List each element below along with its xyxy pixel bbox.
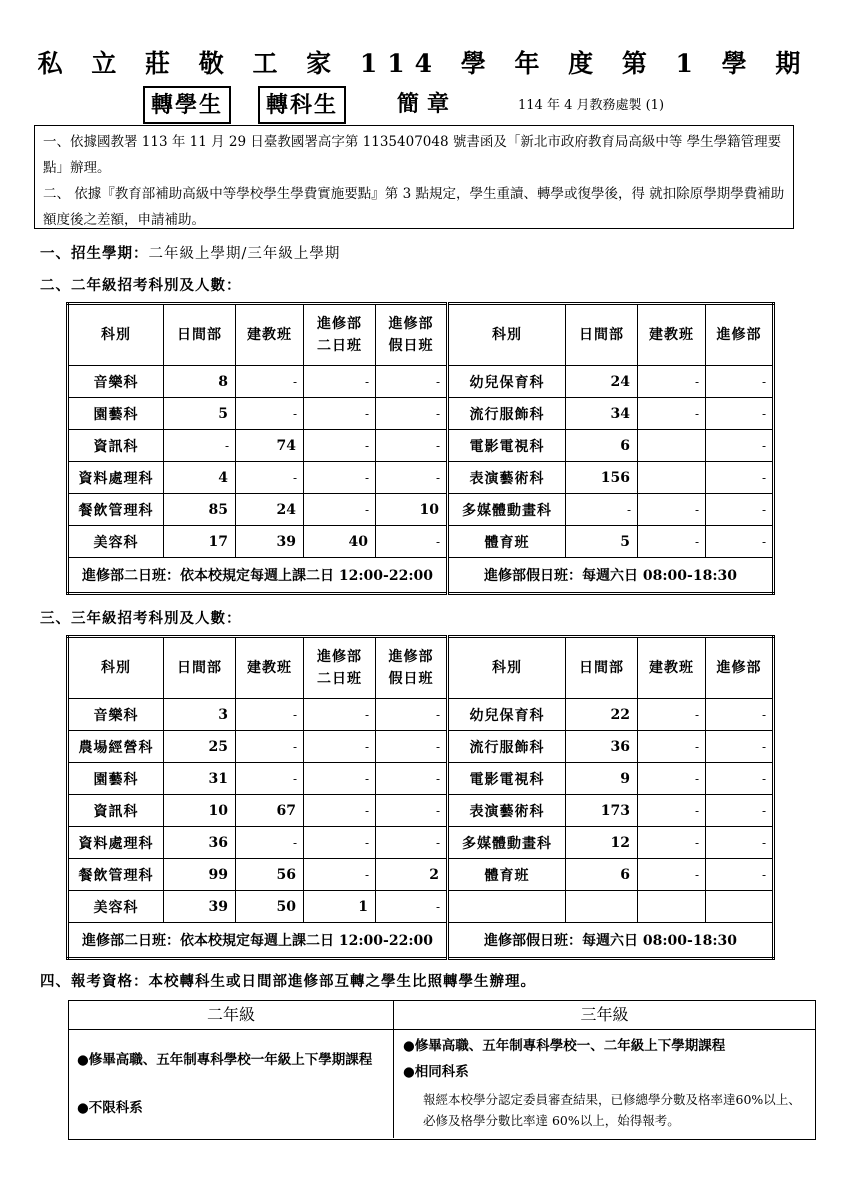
- schedule-row: [68, 558, 774, 594]
- department-name: 園藝科: [68, 763, 164, 795]
- quota-cell: 56: [236, 859, 304, 891]
- quota-cell: -: [638, 763, 706, 795]
- column-header: 科別: [68, 304, 164, 366]
- quota-cell: -: [236, 398, 304, 430]
- grade-2-table: [66, 302, 775, 595]
- quota-cell: -: [304, 430, 376, 462]
- quota-cell: 25: [164, 731, 236, 763]
- table-row: [68, 859, 774, 891]
- quota-cell: -: [706, 398, 774, 430]
- grade-3-header: 三年級: [394, 1001, 815, 1030]
- quota-cell: 50: [236, 891, 304, 923]
- quota-cell: 74: [236, 430, 304, 462]
- section-1-value: 二年級上學期/三年級上學期: [148, 246, 341, 262]
- quota-cell: -: [376, 462, 448, 494]
- quota-cell: -: [304, 827, 376, 859]
- quota-cell: -: [706, 859, 774, 891]
- quota-cell: -: [376, 526, 448, 558]
- column-header: 建教班: [638, 637, 706, 699]
- column-header: 日間部: [566, 637, 638, 699]
- column-header: 日間部: [566, 304, 638, 366]
- department-name: 美容科: [68, 891, 164, 923]
- quota-cell: -: [236, 827, 304, 859]
- quota-cell: 2: [376, 859, 448, 891]
- column-header: 建教班: [236, 637, 304, 699]
- quota-cell: 34: [566, 398, 638, 430]
- department-name: [448, 891, 566, 923]
- quota-cell: -: [304, 731, 376, 763]
- quota-cell: [638, 891, 706, 923]
- department-name: 資訊科: [68, 430, 164, 462]
- quota-cell: -: [304, 494, 376, 526]
- quota-cell: 156: [566, 462, 638, 494]
- table-row: [68, 366, 774, 398]
- department-name: 體育班: [448, 526, 566, 558]
- table-row: [68, 827, 774, 859]
- column-header: 日間部: [164, 637, 236, 699]
- department-name: 幼兒保育科: [448, 366, 566, 398]
- quota-cell: -: [706, 731, 774, 763]
- quota-cell: 24: [236, 494, 304, 526]
- brochure-label: 簡章: [397, 91, 458, 117]
- two-day-class-schedule: 進修部二日班：依本校規定每週上課二日 12:00-22:00: [68, 558, 448, 594]
- quota-cell: -: [376, 827, 448, 859]
- page-title: 私 立 莊 敬 工 家 114 學 年 度 第 1 學 期: [37, 49, 811, 78]
- quota-cell: 3: [164, 699, 236, 731]
- quota-cell: -: [376, 699, 448, 731]
- department-name: 多媒體動畫科: [448, 494, 566, 526]
- transfer-dept-box: 轉科生: [258, 86, 346, 124]
- quota-cell: 67: [236, 795, 304, 827]
- quota-cell: -: [304, 462, 376, 494]
- quota-cell: 10: [376, 494, 448, 526]
- quota-cell: -: [706, 366, 774, 398]
- quota-cell: -: [376, 891, 448, 923]
- table-header-row: [68, 637, 774, 699]
- section-enrollment-term: [40, 242, 340, 263]
- department-name: 音樂科: [68, 699, 164, 731]
- grade-3-table: [66, 635, 775, 960]
- department-name: 餐飲管理科: [68, 859, 164, 891]
- made-by-note: 114 年 4 月教務處製 (1): [518, 98, 665, 113]
- quota-cell: -: [376, 398, 448, 430]
- g2-requirement-1: ●修畢高職、五年制專科學校一年級上下學期課程: [77, 1052, 373, 1068]
- quota-cell: -: [304, 366, 376, 398]
- quota-cell: 22: [566, 699, 638, 731]
- quota-cell: 12: [566, 827, 638, 859]
- quota-cell: [638, 462, 706, 494]
- department-name: 電影電視科: [448, 430, 566, 462]
- quota-cell: -: [566, 494, 638, 526]
- department-name: 美容科: [68, 526, 164, 558]
- quota-cell: 39: [236, 526, 304, 558]
- quota-cell: -: [706, 462, 774, 494]
- department-name: 幼兒保育科: [448, 699, 566, 731]
- quota-cell: -: [706, 494, 774, 526]
- quota-cell: -: [304, 795, 376, 827]
- quota-cell: -: [376, 763, 448, 795]
- column-header: 進修部 二日班: [304, 304, 376, 366]
- column-header: 科別: [448, 637, 566, 699]
- column-header: 科別: [448, 304, 566, 366]
- department-name: 餐飲管理科: [68, 494, 164, 526]
- quota-cell: 5: [164, 398, 236, 430]
- table-row: [68, 526, 774, 558]
- grade-2-header: 二年級: [69, 1001, 393, 1030]
- quota-cell: -: [236, 699, 304, 731]
- quota-cell: 17: [164, 526, 236, 558]
- table-header-row: [68, 304, 774, 366]
- quota-cell: 31: [164, 763, 236, 795]
- section-4-heading: 四、報考資格：本校轉科生或日間部進修部互轉之學生比照轉學生辦理。: [40, 973, 536, 990]
- quota-cell: -: [638, 827, 706, 859]
- column-header: 進修部: [706, 637, 774, 699]
- two-day-class-schedule: 進修部二日班：依本校規定每週上課二日 12:00-22:00: [68, 923, 448, 959]
- department-name: 資訊科: [68, 795, 164, 827]
- table-row: [68, 891, 774, 923]
- table-row: [68, 763, 774, 795]
- weekend-class-schedule: 進修部假日班：每週六日 08:00-18:30: [448, 923, 774, 959]
- quota-cell: -: [376, 366, 448, 398]
- quota-cell: [638, 430, 706, 462]
- quota-cell: 99: [164, 859, 236, 891]
- quota-cell: 40: [304, 526, 376, 558]
- department-name: 園藝科: [68, 398, 164, 430]
- department-name: 農場經營科: [68, 731, 164, 763]
- quota-cell: 36: [164, 827, 236, 859]
- weekend-class-schedule: 進修部假日班：每週六日 08:00-18:30: [448, 558, 774, 594]
- quota-cell: -: [638, 859, 706, 891]
- intro-line-1: 一、依據國教署 113 年 11 月 29 日臺教國署高字第 1135407048 號書函及「新北市政府教育局高級中等 學生學籍管理要點」辦理。: [43, 134, 782, 176]
- department-name: 流行服飾科: [448, 731, 566, 763]
- quota-cell: -: [638, 731, 706, 763]
- department-name: 表演藝術科: [448, 795, 566, 827]
- quota-cell: -: [376, 731, 448, 763]
- qualifications-table: [68, 1000, 816, 1140]
- quota-cell: -: [304, 859, 376, 891]
- table-row: [68, 430, 774, 462]
- column-header: 日間部: [164, 304, 236, 366]
- quota-cell: 173: [566, 795, 638, 827]
- transfer-student-box: 轉學生: [143, 86, 231, 124]
- quota-cell: -: [706, 526, 774, 558]
- table-row: [68, 494, 774, 526]
- schedule-row: [68, 923, 774, 959]
- quota-cell: -: [706, 795, 774, 827]
- column-header: 進修部 假日班: [376, 304, 448, 366]
- department-name: 表演藝術科: [448, 462, 566, 494]
- g3-requirement-1: ●修畢高職、五年制專科學校一、二年級上下學期課程: [403, 1038, 726, 1054]
- intro-line-2: 二、 依據『教育部補助高級中等學校學生學費實施要點』第 3 點規定，學生重讀、轉學或復學後，得 就扣除原學期學費補助額度後之差額，申請補助。: [43, 186, 785, 228]
- quota-cell: 6: [566, 430, 638, 462]
- quota-cell: -: [638, 526, 706, 558]
- department-name: 資料處理科: [68, 827, 164, 859]
- quota-cell: -: [236, 366, 304, 398]
- quota-cell: 10: [164, 795, 236, 827]
- column-divider: [393, 1001, 394, 1138]
- column-header: 進修部 二日班: [304, 637, 376, 699]
- table-row: [68, 462, 774, 494]
- quota-cell: 9: [566, 763, 638, 795]
- quota-cell: -: [706, 763, 774, 795]
- quota-cell: -: [706, 699, 774, 731]
- quota-cell: -: [638, 494, 706, 526]
- quota-cell: 39: [164, 891, 236, 923]
- intro-box: [34, 125, 794, 229]
- department-name: 體育班: [448, 859, 566, 891]
- column-header: 進修部: [706, 304, 774, 366]
- quota-cell: -: [236, 731, 304, 763]
- department-name: 多媒體動畫科: [448, 827, 566, 859]
- quota-cell: -: [638, 795, 706, 827]
- quota-cell: -: [638, 366, 706, 398]
- quota-cell: 6: [566, 859, 638, 891]
- quota-cell: 5: [566, 526, 638, 558]
- column-header: 建教班: [236, 304, 304, 366]
- quota-cell: -: [164, 430, 236, 462]
- department-name: 資料處理科: [68, 462, 164, 494]
- column-header: 進修部 假日班: [376, 637, 448, 699]
- g3-requirement-2: ●相同科系: [403, 1064, 469, 1080]
- quota-cell: -: [376, 430, 448, 462]
- quota-cell: 8: [164, 366, 236, 398]
- section-2-heading: 二、二年級招考科別及人數：: [40, 277, 242, 294]
- quota-cell: 4: [164, 462, 236, 494]
- g3-requirement-note: 報經本校學分認定委員審查結果，已修總學分數及格率達60%以上、必修及格學分數比率達 60%以上，始得報考。: [423, 1092, 801, 1128]
- quota-cell: -: [706, 827, 774, 859]
- section-1-label: 一、招生學期：: [40, 245, 149, 262]
- section-3-heading: 三、三年級招考科別及人數：: [40, 610, 242, 627]
- table-row: [68, 731, 774, 763]
- table-row: [68, 398, 774, 430]
- department-name: 音樂科: [68, 366, 164, 398]
- quota-cell: 36: [566, 731, 638, 763]
- quota-cell: -: [236, 462, 304, 494]
- quota-cell: [706, 891, 774, 923]
- quota-cell: -: [376, 795, 448, 827]
- quota-cell: -: [706, 430, 774, 462]
- department-name: 電影電視科: [448, 763, 566, 795]
- g2-requirement-2: ●不限科系: [77, 1100, 143, 1116]
- quota-cell: -: [304, 763, 376, 795]
- quota-cell: [566, 891, 638, 923]
- quota-cell: -: [236, 763, 304, 795]
- quota-cell: -: [304, 699, 376, 731]
- quota-cell: -: [638, 699, 706, 731]
- column-header: 科別: [68, 637, 164, 699]
- quota-cell: 1: [304, 891, 376, 923]
- quota-cell: -: [638, 398, 706, 430]
- quota-cell: 24: [566, 366, 638, 398]
- quota-cell: -: [304, 398, 376, 430]
- column-header: 建教班: [638, 304, 706, 366]
- quota-cell: 85: [164, 494, 236, 526]
- table-row: [68, 699, 774, 731]
- department-name: 流行服飾科: [448, 398, 566, 430]
- table-row: [68, 795, 774, 827]
